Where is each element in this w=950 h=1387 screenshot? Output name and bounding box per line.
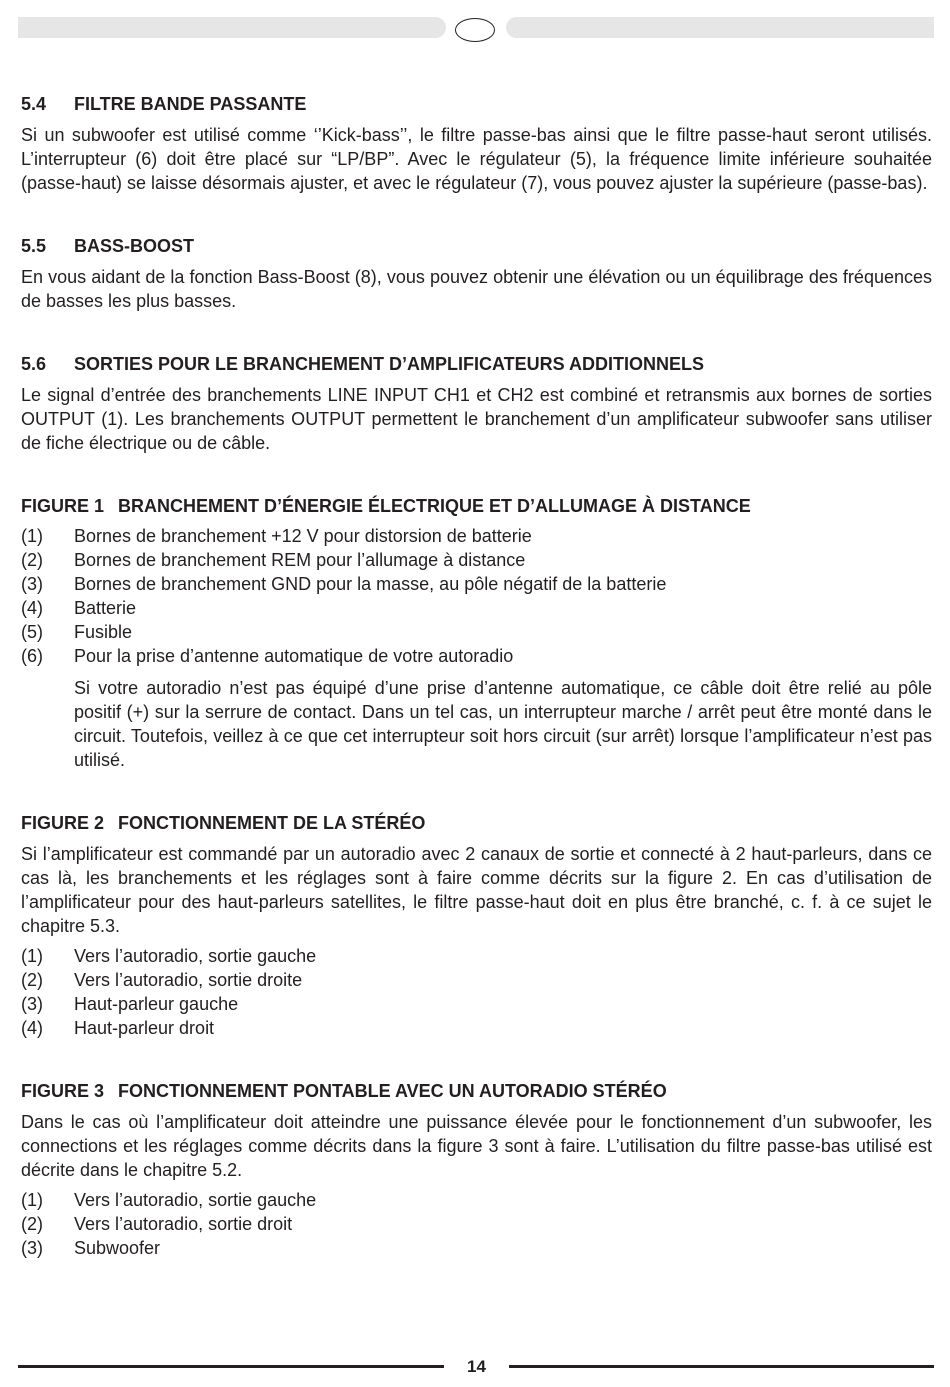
item-text: Vers l’autoradio, sortie gauche	[74, 946, 317, 966]
section-5-4	[21, 92, 932, 195]
header-bar-left	[18, 17, 438, 38]
item-index: (4)	[21, 598, 43, 618]
item-index: (4)	[21, 1018, 43, 1038]
section-number: 5.4	[21, 94, 47, 114]
item-index: (1)	[21, 946, 43, 966]
item-text: Bornes de branchement +12 V pour distorsion de batterie	[74, 526, 532, 546]
figure-number: FIGURE 3	[21, 1081, 105, 1101]
footer-rule-left	[18, 1365, 444, 1368]
figure-1-section	[21, 494, 932, 772]
figure-1-legend	[21, 524, 932, 668]
section-heading	[21, 92, 932, 116]
item-text: Pour la prise d’antenne automatique de votre autoradio	[74, 646, 514, 666]
header-bar-left-cap	[430, 17, 446, 38]
header-bar-right	[514, 17, 934, 38]
list-item	[21, 620, 932, 644]
list-item	[21, 572, 932, 596]
section-5-6	[21, 352, 932, 455]
section-title: FILTRE BANDE PASSANTE	[74, 94, 307, 114]
section-number: 5.5	[21, 236, 47, 256]
figure-number: FIGURE 1	[21, 496, 105, 516]
section-body: En vous aidant de la fonction Bass-Boost (8), vous pouvez obtenir une élévation ou un équilibrage des fréquences de basses les plus basses.	[21, 267, 932, 311]
item-index: (2)	[21, 1214, 43, 1234]
item-index: (5)	[21, 622, 43, 642]
item-index: (3)	[21, 574, 43, 594]
list-item	[21, 548, 932, 572]
item-index: (2)	[21, 550, 43, 570]
item-index: (6)	[21, 646, 43, 666]
figure-3-section	[21, 1079, 932, 1260]
section-number: 5.6	[21, 354, 47, 374]
figure-2-legend	[21, 944, 932, 1040]
figure-3-legend	[21, 1188, 932, 1260]
item-index: (1)	[21, 1190, 43, 1210]
item-text: Vers l’autoradio, sortie droit	[74, 1214, 293, 1234]
page-number: 14	[467, 1357, 486, 1376]
item-text: Vers l’autoradio, sortie droite	[74, 970, 303, 990]
figure-2-section	[21, 811, 932, 1040]
item-index: (1)	[21, 526, 43, 546]
figure-number: FIGURE 2	[21, 813, 105, 833]
item-index: (3)	[21, 994, 43, 1014]
section-body: Si un subwoofer est utilisé comme ‘’Kick-bass’’, le filtre passe-bas ainsi que le filtre passe-haut seront utilisés. L’interrupteur (6) doit être placé sur “LP/BP”. Avec le régulateur (5), la fréquence limite inférieure souhaitée (passe-haut) se laisse désormais ajuster, et avec le régulateur (7), vous pouvez ajuster la supérieure (passe-bas).	[21, 125, 932, 193]
list-item	[21, 644, 932, 668]
list-item	[21, 992, 932, 1016]
language-badge-oval	[455, 18, 495, 42]
list-item	[21, 1236, 932, 1260]
item-index: (2)	[21, 970, 43, 990]
figure-body: Dans le cas où l’amplificateur doit atteindre une puissance élevée pour le fonctionnement d’un subwoofer, les connections et les réglages comme décrits dans la figure 3 sont à faire. L’utilisation du filtre passe-bas utilisé est décrite dans le chapitre 5.2.	[21, 1112, 932, 1180]
list-item	[21, 1212, 932, 1236]
footer-rule-right	[509, 1365, 934, 1368]
list-item	[21, 596, 932, 620]
list-item	[21, 968, 932, 992]
item-text: Bornes de branchement REM pour l’allumage à distance	[74, 550, 526, 570]
section-body: Le signal d’entrée des branchements LINE INPUT CH1 et CH2 est combiné et retransmis aux bornes de sorties OUTPUT (1). Les branchements OUTPUT permettent le branchement d’un amplificateur subwoofer sans utiliser de fiche électrique ou de câble.	[21, 385, 932, 453]
figure-heading	[21, 811, 932, 835]
section-heading	[21, 234, 932, 258]
list-item	[21, 944, 932, 968]
figure-body: Si l’amplificateur est commandé par un autoradio avec 2 canaux de sortie et connecté à 2 haut-parleurs, dans ce cas là, les branchements et les réglages sont à faire comme décrits sur la figure 2. En cas d’utilisation de l’amplificateur pour des haut-parleurs satellites, le filtre passe-haut doit en plus être branché, c. f. à ce sujet le chapitre 5.3.	[21, 844, 932, 936]
figure-heading	[21, 494, 932, 518]
section-title: SORTIES POUR LE BRANCHEMENT D’AMPLIFICATEURS ADDITIONNELS	[74, 354, 705, 374]
figure-title: BRANCHEMENT D’ÉNERGIE ÉLECTRIQUE ET D’ALLUMAGE À DISTANCE	[118, 496, 751, 516]
list-item	[21, 1016, 932, 1040]
page-content	[21, 92, 932, 1299]
figure-1-note: Si votre autoradio n’est pas équipé d’une prise d’antenne automatique, ce câble doit être relié au pôle positif (+) sur la serrure de contact. Dans un tel cas, un interrupteur marche / arrêt peut être monté dans le circuit. Toutefois, veillez à ce que cet interrupteur soit hors circuit (sur arrêt) lorsque l’amplificateur n’est pas utilisé.	[74, 678, 932, 770]
item-index: (3)	[21, 1238, 43, 1258]
item-text: Subwoofer	[74, 1238, 161, 1258]
figure-title: FONCTIONNEMENT DE LA STÉRÉO	[118, 813, 426, 833]
item-text: Vers l’autoradio, sortie gauche	[74, 1190, 317, 1210]
section-title: BASS-BOOST	[74, 236, 195, 256]
item-text: Batterie	[74, 598, 137, 618]
section-heading	[21, 352, 932, 376]
list-item	[21, 524, 932, 548]
item-text: Haut-parleur gauche	[74, 994, 239, 1014]
figure-heading	[21, 1079, 932, 1103]
item-text: Haut-parleur droit	[74, 1018, 215, 1038]
figure-title: FONCTIONNEMENT PONTABLE AVEC UN AUTORADIO STÉRÉO	[118, 1081, 667, 1101]
item-text: Bornes de branchement GND pour la masse, au pôle négatif de la batterie	[74, 574, 667, 594]
list-item	[21, 1188, 932, 1212]
section-5-5	[21, 234, 932, 313]
item-text: Fusible	[74, 622, 133, 642]
